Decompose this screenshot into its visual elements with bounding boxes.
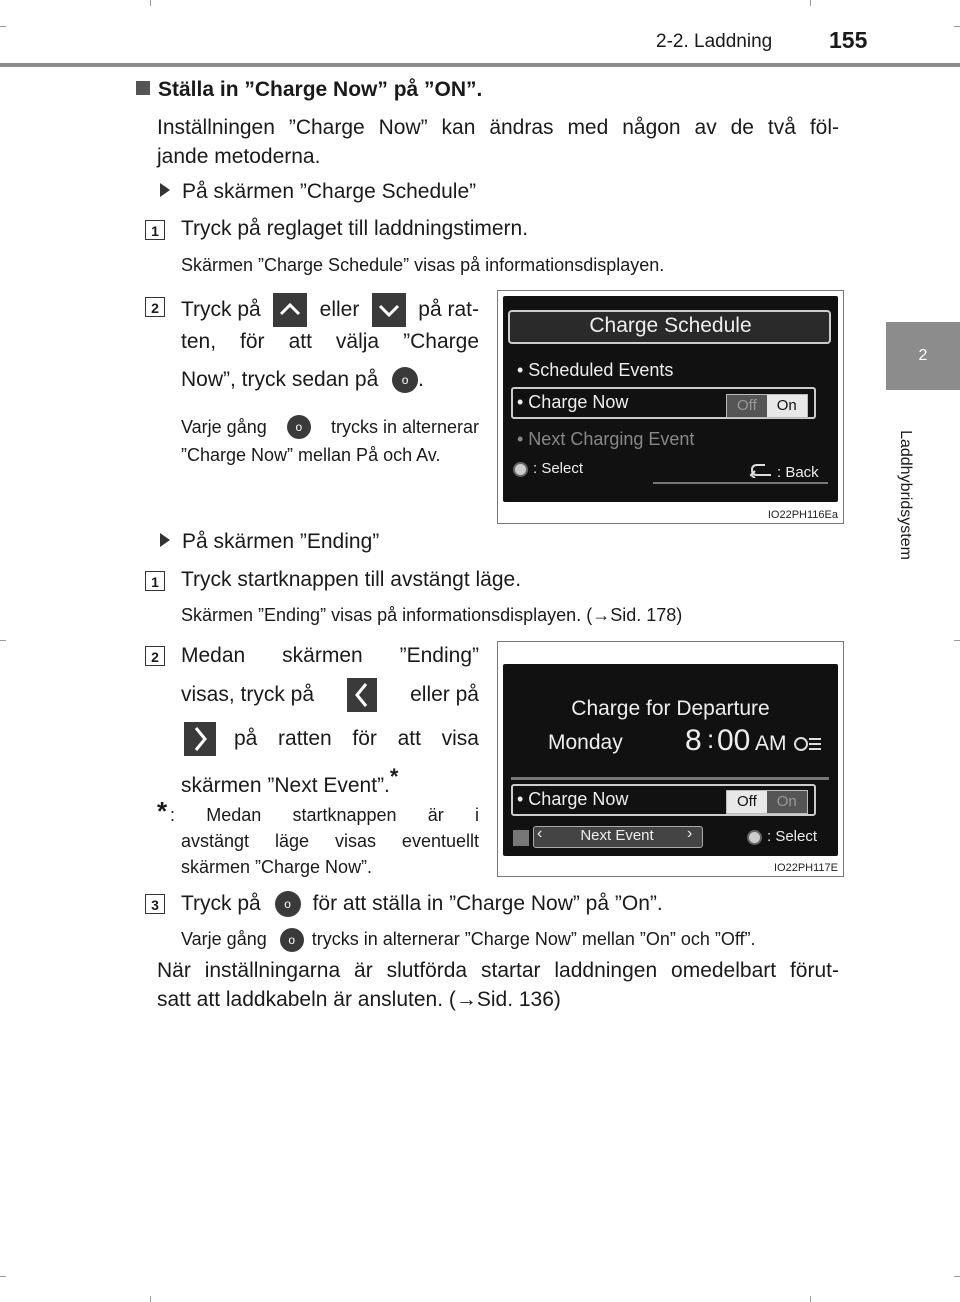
time-colon: : xyxy=(707,724,715,754)
select-knob-icon xyxy=(513,462,528,477)
information-display xyxy=(503,664,838,856)
charge-now-toggle xyxy=(726,790,808,814)
crop-mark xyxy=(0,1276,6,1277)
step-number: 1 xyxy=(145,220,165,240)
enter-button-icon: o xyxy=(287,415,311,439)
step-note: Skärmen ”Charge Schedule” visas på informationsdisplayen. xyxy=(181,255,665,275)
display-illustration xyxy=(497,290,844,524)
enter-button-icon: o xyxy=(275,891,301,917)
divider xyxy=(653,482,828,484)
back-hint: : Back xyxy=(777,464,819,481)
step-number: 3 xyxy=(145,894,165,914)
left-chevron-icon: ‹ xyxy=(537,825,543,842)
figure-caption: IO22PH117E xyxy=(773,862,838,874)
footnote-text: : Medan startknappen är i xyxy=(170,805,479,825)
right-chevron-icon: › xyxy=(687,825,693,842)
down-button-icon xyxy=(372,293,406,327)
toggle-off: Off xyxy=(727,395,767,417)
crop-mark xyxy=(0,640,6,641)
crop-mark xyxy=(954,26,960,27)
crop-mark xyxy=(954,640,960,641)
closing-text: satt att laddkabeln är ansluten. (→Sid. 136) xyxy=(157,988,561,1011)
section-label: 2-2. Laddning xyxy=(656,31,773,52)
climate-fan-icon xyxy=(793,734,823,754)
step-number: 1 xyxy=(145,571,165,591)
arrow-bullet-icon xyxy=(160,183,170,197)
enter-button-icon: o xyxy=(280,928,304,952)
charge-now-toggle xyxy=(726,394,808,418)
step-note: Skärmen ”Ending” visas på informationsdisplayen. (→Sid. 178) xyxy=(181,605,683,625)
step-number: 2 xyxy=(145,646,165,666)
step-text: Tryck på eller på rat- xyxy=(181,293,479,327)
menu-item-scheduled-events: • Scheduled Events xyxy=(517,360,674,380)
chapter-tab: 2 xyxy=(886,322,960,390)
enter-button-icon: o xyxy=(392,367,418,393)
closing-text: När inställningarna är slutförda startar laddningen omedelbart förut- xyxy=(157,959,839,982)
crop-mark xyxy=(150,0,151,6)
header-rule xyxy=(0,63,960,67)
intro-text: Inställningen ”Charge Now” kan ändras med någon av de två föl- xyxy=(157,116,839,139)
day-label: Monday xyxy=(548,731,623,754)
footnote-text: skärmen ”Charge Now”. xyxy=(181,857,373,877)
step-text: Now”, tryck sedan på o . xyxy=(181,365,424,395)
time-hour: 8 xyxy=(685,724,702,757)
crop-mark xyxy=(810,0,811,6)
footnote-text: avstängt läge visas eventuellt xyxy=(181,831,479,851)
step-text: skärmen ”Next Event”.* xyxy=(181,764,399,797)
crop-mark xyxy=(810,1296,811,1302)
chapter-label: Laddhybridsystem xyxy=(897,430,914,560)
select-hint: : Select xyxy=(767,828,818,845)
step-text: Tryck på reglaget till laddningstimern. xyxy=(181,217,529,240)
divider xyxy=(511,777,829,780)
arrow-bullet-icon xyxy=(160,533,170,547)
next-event-label: Next Event xyxy=(580,827,654,844)
step-text: Tryck på o för att ställa in ”Charge Now” på ”On”. xyxy=(181,889,663,919)
time-minutes: 00 xyxy=(717,724,751,757)
screen-title: Charge for Departure xyxy=(571,697,770,720)
toggle-on: On xyxy=(767,791,807,813)
step-text: visas, tryck på eller på xyxy=(181,678,479,712)
step-note: Varje gång o trycks in alternerar xyxy=(181,417,479,437)
menu-item-charge-now: • Charge Now xyxy=(517,392,629,412)
step-text: Tryck startknappen till avstängt läge. xyxy=(181,568,522,591)
select-knob-icon xyxy=(747,830,762,845)
left-button-icon xyxy=(347,678,377,712)
menu-item-charge-now: • Charge Now xyxy=(517,789,629,809)
page-number: 155 xyxy=(829,27,868,53)
crop-mark xyxy=(0,26,6,27)
method-title: På skärmen ”Ending” xyxy=(160,530,379,554)
step-note: Varje gång o trycks in alternerar ”Charge Now” mellan ”On” och ”Off”. xyxy=(181,926,756,952)
footnote-marker: * xyxy=(157,796,168,826)
step-text: Medan skärmen ”Ending” xyxy=(181,644,479,667)
display-illustration xyxy=(497,641,844,877)
section-heading: Ställa in ”Charge Now” på ”ON”. xyxy=(136,78,482,102)
intro-text: jande metoderna. xyxy=(157,145,321,168)
toggle-off: Off xyxy=(727,791,767,813)
right-button-icon xyxy=(184,722,216,756)
step-text: ten, för att välja ”Charge xyxy=(181,330,479,353)
screen-title: Charge Schedule xyxy=(589,314,752,337)
information-display xyxy=(503,296,838,502)
figure-caption: IO22PH116Ea xyxy=(767,509,838,521)
menu-item-next-charging-event: • Next Charging Event xyxy=(517,429,695,449)
step-number: 2 xyxy=(145,297,165,317)
crop-mark xyxy=(150,1296,151,1302)
step-note: ”Charge Now” mellan På och Av. xyxy=(181,445,441,465)
square-bullet-icon xyxy=(136,81,150,95)
method-title: På skärmen ”Charge Schedule” xyxy=(160,180,476,204)
up-button-icon xyxy=(273,293,307,327)
time-ampm: AM xyxy=(755,732,787,755)
step-text: på ratten för att visa xyxy=(181,722,479,756)
toggle-on: On xyxy=(767,395,807,417)
select-hint: : Select xyxy=(533,460,584,477)
crop-mark xyxy=(954,1276,960,1277)
back-arrow-icon xyxy=(749,462,773,478)
